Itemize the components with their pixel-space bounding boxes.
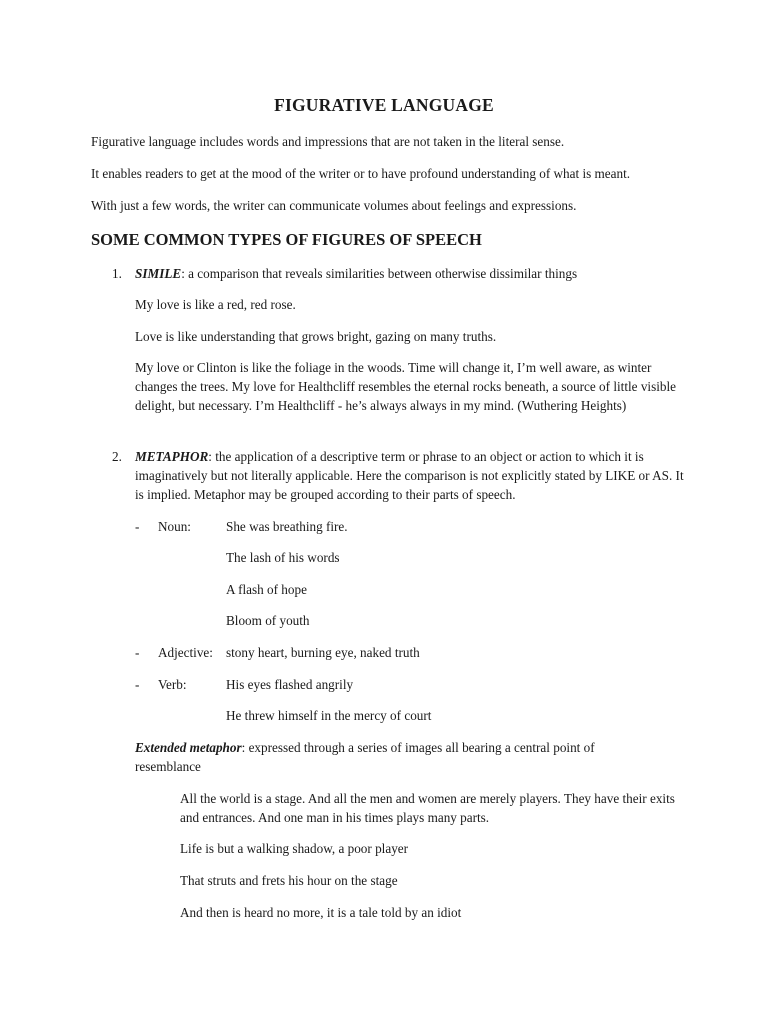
metaphor-definition: : the application of a descriptive term or phrase to an object or action to which it is imaginatively but not literally applicable. Here the comparison is not explicitly stated by LIKE or AS. It is implied. Metaphor may be grouped according to their parts of speech. (135, 449, 684, 502)
extended-metaphor-quote: All the world is a stage. And all the men and women are merely players. They have their exits and entrances. And one man in his times plays many parts. (180, 791, 675, 825)
metaphor-term: METAPHOR (135, 449, 209, 464)
simile-example: Love is like understanding that grows bright, gazing on many truths. (135, 329, 497, 344)
list-dash: - (135, 645, 140, 660)
extended-metaphor-quote: And then is heard no more, it is a tale told by an idiot (180, 905, 462, 920)
metaphor-example: He threw himself in the mercy of court (226, 708, 432, 723)
intro-paragraph: Figurative language includes words and impressions that are not taken in the literal sense. (91, 134, 565, 149)
simile-term: SIMILE (135, 266, 182, 281)
metaphor-example: Bloom of youth (226, 613, 310, 628)
metaphor-definition-line (135, 447, 690, 504)
extended-metaphor-term: Extended metaphor (135, 740, 242, 755)
part-of-speech-label: Verb: (158, 677, 187, 692)
metaphor-example: stony heart, burning eye, naked truth (226, 645, 420, 660)
intro-paragraph: With just a few words, the writer can communicate volumes about feelings and expressions. (91, 198, 577, 213)
metaphor-example: A flash of hope (226, 582, 307, 597)
extended-metaphor-quote: That struts and frets his hour on the stage (180, 873, 398, 888)
page-title: FIGURATIVE LANGUAGE (274, 95, 494, 115)
list-number: 2. (112, 449, 122, 464)
list-dash: - (135, 677, 140, 692)
intro-paragraph: It enables readers to get at the mood of the writer or to have profound understanding of what is meant. (91, 166, 631, 181)
simile-definition: : a comparison that reveals similarities between otherwise dissimilar things (181, 266, 578, 281)
simile-example: My love is like a red, red rose. (135, 297, 296, 312)
part-of-speech-label: Adjective: (158, 645, 213, 660)
list-number: 1. (112, 266, 122, 281)
metaphor-example: She was breathing fire. (226, 519, 348, 534)
extended-metaphor-quote: Life is but a walking shadow, a poor player (180, 841, 409, 856)
section-heading: SOME COMMON TYPES OF FIGURES OF SPEECH (91, 230, 482, 249)
extended-metaphor-definition: : expressed through a series of images all bearing a central point of resemblance (135, 740, 595, 774)
part-of-speech-label: Noun: (158, 519, 191, 534)
extended-metaphor-definition-line (135, 738, 635, 776)
list-dash: - (135, 519, 140, 534)
simile-example: My love or Clinton is like the foliage in the woods. Time will change it, I’m well aware, as winter changes the trees. My love for Healthcliff resembles the eternal rocks beneath, a source of little visible delight, but necessary. I’m Healthcliff - he’s always always in my mind. (Wuthering Heights) (135, 360, 676, 413)
metaphor-example: The lash of his words (226, 550, 340, 565)
simile-definition-line (135, 264, 687, 283)
metaphor-example: His eyes flashed angrily (226, 677, 354, 692)
